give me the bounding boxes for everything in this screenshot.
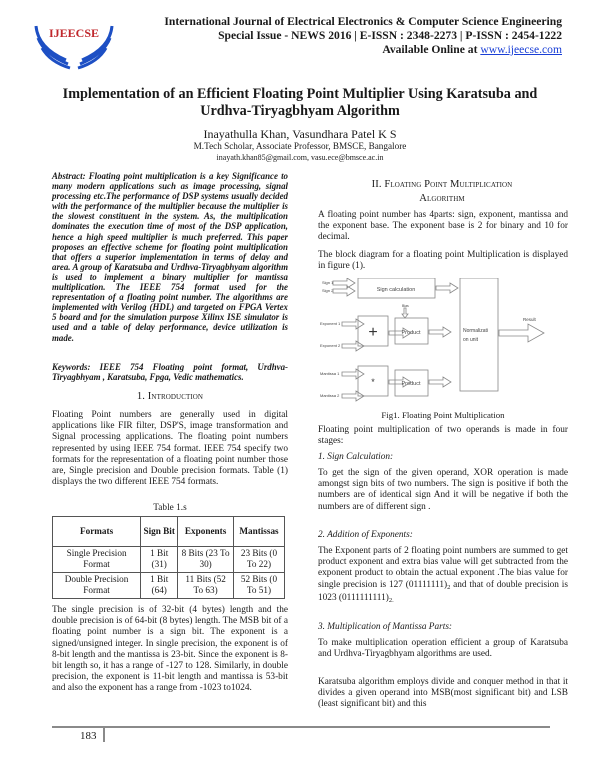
subscript: 2. — [388, 596, 394, 604]
input-label: Sign 1 — [322, 280, 334, 285]
issue-line: Special Issue - NEWS 2016 | E-ISSN : 2348-2273 | P-ISSN : 2454-1222 — [218, 29, 562, 42]
sign-calculation-label: Sign calculation — [376, 287, 416, 293]
table-cell: 1 Bit (64) — [141, 572, 178, 598]
table-row — [53, 547, 285, 573]
table-cell: 11 Bits (52 To 63) — [178, 572, 234, 598]
input-label: Sign 2 — [322, 288, 334, 293]
table-cell: Single Precision Format — [53, 547, 141, 573]
abstract: Abstract: Floating point multiplication is a key Significance to many modern applications such as image processing, signal processing etc.The performance of DSP systems usually decided with the performance of the multiplier because the multiplier is the slowest constituent in the system. As, the multiplication dominates the execution time of most of the DSP application, hence a high speed multiplier is much preferred. This paper proposes an effective scheme for floating point multiplication that offers a superior implementation in terms of delay and area. A group of Karatsuba and Urdhva-Tiryagbhyam algorithm is used to implement a binary multiplier for mantissa multiplication. The IEEE 754 format used for the representation of a floating point number. The algorithms are implemented with Verilog (HDL) and targeted on FPGA Vertex 5 board and for the simulation purpose Xilinx ISE simulator is used and a table of delay performance, device utilization is made. — [52, 171, 288, 343]
asterisk-icon: * — [371, 377, 375, 387]
page-number-bar — [103, 728, 105, 742]
input-arrows — [333, 278, 364, 401]
subscript: 2 — [447, 583, 451, 591]
input-label: Exponent 1 — [320, 321, 341, 326]
arrow-icon — [436, 283, 458, 293]
title-line-1: Implementation of an Efficient Floating Point Multiplier Using Karatsuba and — [62, 86, 538, 102]
product-label: Product — [401, 330, 421, 336]
table-cell: 52 Bits (0 To 51) — [233, 572, 284, 598]
table-header: Mantissas — [233, 517, 284, 547]
arrow-icon — [342, 319, 364, 329]
figure-caption: Fig1. Floating Point Multiplication — [381, 410, 505, 420]
affiliation: M.Tech Scholar, Associate Professor, BMSCE, Bangalore — [193, 141, 407, 151]
arrow-icon — [429, 327, 451, 337]
normalization-label-1: Normalizati — [463, 328, 489, 334]
title-line-2: Urdhva-Tiryagbhyam Algorithm — [200, 103, 400, 119]
arrow-icon — [333, 286, 355, 296]
stage-2-heading: 2. Addition of Exponents: — [318, 530, 413, 540]
stage-2-text-part: and that of double precision is 1023 (0111111111) — [318, 579, 568, 603]
stage-2-text-part: The Exponent parts of 2 floating point numbers are summed to get product exponent and extra bias value will get subtracted from the exponent product to obtain the actual exponent .The bias value for single precision is 127 (01111111) — [318, 546, 568, 590]
formats-table — [52, 516, 285, 599]
table-header: Formats — [53, 517, 141, 547]
bias-arrow-icon — [402, 308, 408, 318]
table-cell: 8 Bits (23 To 30) — [178, 547, 234, 573]
format-description: The single precision is of 32-bit (4 bytes) length and the double precision is of 64-bit (8 bytes) length. The MSB bit of a floating point number is a sign bit. The exponent is a signed/unsigned integer. In single precision, the exponent is of 8-bit length and the mantissa is 23-bit. Since the exponent is 8-bit length so, it has a range of -127 to 128. Similarly, in double precision, the exponent is 11-bit length and mantissa is 53-bit and also the exponent has a range from -1023 to1024. — [52, 605, 288, 694]
logo-text: IJEECSE — [48, 26, 100, 40]
paper-title — [0, 86, 600, 120]
section-2-heading-line-2: Algorithm — [419, 193, 465, 204]
input-label: Exponent 2 — [320, 343, 341, 348]
stage-1-heading: 1. Sign Calculation: — [318, 452, 394, 462]
input-label: Mantissa 1 — [320, 371, 340, 376]
table-header: Sign Bit — [141, 517, 178, 547]
emails: inayath.khan85@gmail.com, vasu.ece@bmsce.ac.in — [216, 153, 384, 162]
plus-icon: + — [368, 324, 378, 341]
section-2-para-3: Floating point multiplication of two operands is made in four stages: — [318, 425, 568, 447]
section-2-heading-line-1: II. Floating Point Multiplication — [371, 179, 513, 190]
authors: Inayathulla Khan, Vasundhara Patel K S — [203, 127, 397, 141]
stage-1-text: To get the sign of the given operand, XOR operation is made amongst sign bits of two numbers. The sign is positive if both the numbers are of identical sign And it will be negative if both the numbers are of different sign . — [318, 468, 568, 512]
table-cell: Double Precision Format — [53, 572, 141, 598]
table-caption: Table 1.s — [153, 503, 187, 513]
product-label: Product — [401, 381, 421, 387]
normalization-label-2: on unit — [463, 337, 479, 343]
section-2-para-2: The block diagram for a floating point Multiplication is displayed in figure (1). — [318, 250, 568, 272]
keywords: Keywords: IEEE 754 Floating point format, Urdhva-Tiryagbhyam , Karatsuba, Fpga, Vedic mathematics. — [52, 362, 288, 383]
online-line — [382, 43, 562, 57]
footer-rule — [52, 726, 550, 728]
stage-3-text: To make multiplication operation efficient a group of Karatsuba and Urdhva-Tiryagbhyam algorithms are used. — [318, 638, 568, 660]
table-cell: 1 Bit (31) — [141, 547, 178, 573]
block-diagram — [320, 278, 570, 408]
table-row — [53, 572, 285, 598]
stage-2-text — [318, 546, 568, 606]
bias-label: Bias — [402, 304, 409, 308]
arrow-icon — [429, 377, 451, 387]
result-label: Result — [523, 317, 536, 322]
input-label: Mantissa 2 — [320, 393, 340, 398]
arrow-icon — [333, 278, 355, 288]
karatsuba-paragraph: Karatsuba algorithm employs divide and conquer method in that it divides a given operand into MSB(most significant bit) and LSB (least significant bit) and this — [318, 677, 568, 710]
journal-name: International Journal of Electrical Electronics & Computer Science Engineering — [164, 15, 562, 28]
table-header-row — [53, 517, 285, 547]
normalization-block — [460, 278, 498, 391]
table-header: Exponents — [178, 517, 234, 547]
journal-url-link[interactable]: www.ijeecse.com — [480, 43, 562, 56]
stage-3-heading: 3. Multiplication of Mantissa Parts: — [318, 622, 453, 632]
section-2-para-1: A floating point number has 4parts: sign, exponent, mantissa and the exponent base. The exponent base is 2 for binary and 10 for decimal. — [318, 210, 568, 243]
intro-paragraph: Floating Point numbers are generally used in digital applications like FIR filter, DSP'S, image transformation and Signal processing applications. The floating point numbers represented by using IEEE 754 format. IEEE 754 specify two formats for the representation of a floating point number those are, Single precision and Double precision formats. Table (1) displays the two different IEEE 754 formats. — [52, 410, 288, 488]
arrow-icon — [342, 369, 364, 379]
page-number: 183 — [80, 730, 97, 742]
journal-logo — [32, 20, 116, 72]
section-1-heading: 1. Introduction — [136, 391, 204, 402]
table-cell: 23 Bits (0 To 22) — [233, 547, 284, 573]
section-2-heading — [318, 178, 566, 206]
online-prefix: Available Online at — [382, 43, 481, 56]
result-arrow-icon — [499, 324, 544, 342]
